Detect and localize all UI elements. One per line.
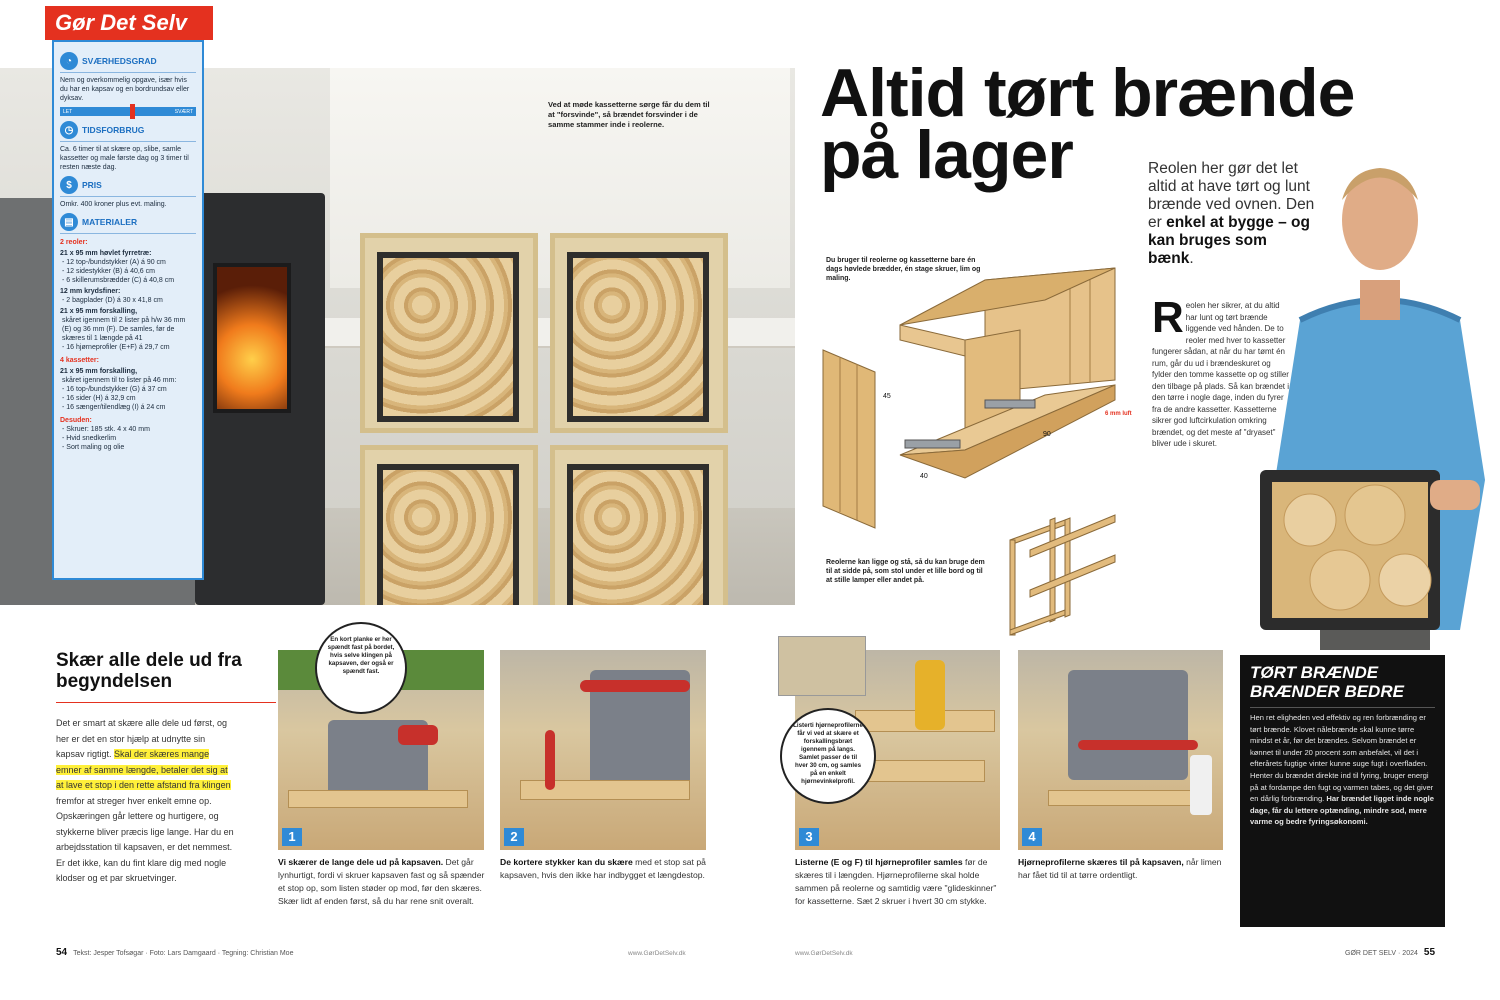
materials-item: - 16 hjørneprofiler (E+F) á 29,7 cm	[62, 344, 170, 351]
difficulty-scale: LET SVÆRT	[60, 107, 196, 116]
wood-stove	[195, 193, 325, 605]
materials-item: - Skruer: 185 stk. 4 x 40 mm	[62, 426, 150, 433]
materials-item: skåret igennem til to lister på 46 mm:	[62, 377, 177, 384]
price-text: Omkr. 400 kroner plus evt. maling.	[60, 201, 167, 208]
materials-item: - 12 sidestykker (B) á 40,6 cm	[62, 268, 155, 275]
footer-url-right: www.GørDetSelv.dk	[795, 950, 853, 957]
difficulty-heading: ◔ SVÆRHEDSGRAD	[60, 52, 196, 73]
materials-item: - 16 sider (H) á 32,9 cm	[62, 395, 136, 402]
materials-item: skåret igennem til 2 lister på h/w 36 mm (E) og 36 mm (F). De samles, før de skæres til 1 længde på 41	[62, 317, 186, 342]
materials-item: - 2 bagplader (D) á 30 x 41,8 cm	[62, 297, 163, 304]
tip-bubble-2: Listerti hjørneprofilerne får vi ved at skære et forskallingsbræt igennem på langs. Samlet passer de til hver 30 cm, og samles på en enkelt hjørnevinkelprofil.	[780, 708, 876, 804]
shelf-cell	[360, 445, 538, 605]
money-icon: $	[60, 176, 78, 194]
facts-sidebar	[52, 40, 204, 580]
materials-item: - 16 top-/bundstykker (G) á 37 cm	[62, 386, 167, 393]
materials-group-title: 4 kassetter:	[60, 357, 99, 364]
headline-line-2: på lager	[820, 117, 1073, 193]
shelf-cell	[360, 233, 538, 433]
info-box-dry-wood	[1240, 655, 1445, 927]
footer-left: 54 Tekst: Jesper Tofsøgar · Foto: Lars Damgaard · Tegning: Christian Moe	[56, 947, 294, 958]
step-photo-4	[1018, 650, 1223, 850]
firewood-shelf	[360, 233, 732, 605]
shelf-cell	[550, 233, 728, 433]
highlighted-tip: Skal der skæres mange emner af samme længde, betaler det sig at at lave et stop i den rette afstand fra klingen	[56, 749, 231, 790]
price-heading: $ PRIS	[60, 176, 196, 197]
diagram-caption-bottom: Reolerne kan ligge og stå, så du kan bruge dem til at sidde på, som stol under et lille bord og til at stille lamper eller andet på.	[826, 559, 985, 584]
tip-bubble-1: En kort planke er her spændt fast på bordet, hvis selve klingen på kapsaven, der også er spændt fast.	[315, 622, 407, 714]
dimension-gap: 6 mm luft	[1105, 411, 1132, 417]
stove-fire	[213, 263, 291, 413]
footer-url-left: www.GørDetSelv.dk	[628, 950, 686, 957]
materials-icon: ▤	[60, 213, 78, 231]
difficulty-marker	[130, 104, 135, 119]
drop-cap: R	[1152, 293, 1184, 342]
step-caption-3: Listerne (E og F) til hjørneprofiler samles før de skæres til i længden. Hjørneprofilerne skal holde sammen på reolerne og samtidig være "glideskinner" for kassetterne. Sæt 2 skruer i hvert 30 cm stykke.	[795, 857, 997, 906]
difficulty-text: Nem og overkommelig opgave, især hvis du har en kapsav og en bordrundsav eller dyksav.	[60, 77, 190, 102]
info-box-title: TØRT BRÆNDE BRÆNDER BEDRE	[1250, 663, 1435, 708]
materials-subtitle: 12 mm krydsfiner:	[60, 288, 121, 295]
inset-photo-glue	[778, 636, 866, 696]
time-heading: ◷ TIDSFORBRUG	[60, 121, 196, 142]
materials-item: - 12 top-/bundstykker (A) á 90 cm	[62, 259, 166, 266]
page-number-left: 54	[56, 947, 68, 958]
diagram-caption-top: Du bruger til reolerne og kassetterne bare én dags høvlede brædder, én stage skruer, lim og maling.	[826, 257, 981, 282]
step-caption-4: Hjørneprofilerne skæres til på kapsaven, når limen har fået tid til at tørre ordentligt.	[1018, 857, 1222, 880]
headline-line-1: Altid tørt brænde	[820, 55, 1355, 131]
materials-group-title: 2 reoler:	[60, 239, 88, 246]
step-number: 3	[799, 828, 819, 846]
section-divider	[56, 702, 276, 703]
materials-item: - Sort maling og olie	[62, 444, 125, 451]
info-box-text: Hen ret eligheden ved effektiv og ren forbrænding er tørt brænde. Klovet nålebrænde skal kunne tørre mindst et år, før det brændes. Selvom brændet er kønnet til under 20 procent som anbefalet, vil det i efterårets fugtige vinter kunne suge fugt i overfladen. Henter du brændet direkte ind til fyring, bruger energi på at fordampe den fugt og varmen tabes, og det giver en dårlig forbrænding. Har brændet ligget inde nogle dage, får du lettere optænding, mindre sod, mere varme og bedre fyringsøkonomi.	[1250, 713, 1435, 827]
materials-subtitle: 21 x 95 mm høvlet fyrretræ:	[60, 250, 152, 257]
man-holding-crate-photo	[1260, 150, 1500, 650]
materials-group-title: Desuden:	[60, 417, 92, 424]
time-text: Ca. 6 timer til at skære op, slibe, samle kassetter og male første dag og 3 timer til resten næste dag.	[60, 146, 189, 171]
materials-item: - Hvid snedkerlim	[62, 435, 117, 442]
article-body: Reolen her sikrer, at du altid har lunt og tørt brænde liggende ved hånden. De to reoler med hver to kassetter fungerer sådan, at når du har tømt én rum, går du ud i brændeskuret og fylder den tomme kassette op og stiller den tilbage på plads. Så kan brændet i den tørre i nogle dage, inden du fyrer fra de andre kassetter. Kassetterne sikrer god luftcirkulation omkring brændet, og det meste af "dryaset" bliver ude i skuret.	[1152, 293, 1289, 448]
page-number-right: 55	[1423, 947, 1436, 958]
section-heading: Skær alle dele ud fra begyndelsen	[56, 650, 242, 692]
shelf-assembly-diagram	[815, 250, 1145, 645]
step-number: 2	[504, 828, 524, 846]
step-caption-1: Vi skærer de lange dele ud på kapsaven. Det går lynhurtigt, fordi vi skruer kapsaven fast og så spænder et stop op, som listen støder op mod, før den skæres. Skær lidt af enden først, så du har rene snit overalt.	[278, 857, 485, 906]
materials-subtitle: 21 x 95 mm forskalling,	[60, 308, 138, 315]
dimension-90: 90	[1043, 431, 1051, 438]
lead-emphasis: enkel at bygge – og kan bruges som bænk	[1148, 214, 1310, 267]
shelf-cell	[550, 445, 728, 605]
footer-right: GØR DET SELV · 2024 55	[1345, 947, 1436, 958]
lead-paragraph: Reolen her gør det let altid at have tørt og lunt brænde ved ovnen. Den er enkel at bygge – og kan bruges som bænk.	[1148, 160, 1315, 267]
materials-subtitle: 21 x 95 mm forskalling,	[60, 368, 138, 375]
hero-caption: Ved at møde kassetterne sørge får du dem til at "forsvinde", så brændet forsvinder i de samme stammer inde i reolerne.	[548, 100, 710, 129]
materials-item: - 6 skillerumsbrædder (C) á 40,8 cm	[62, 277, 175, 284]
dimension-40: 40	[920, 473, 928, 480]
section-body: Det er smart at skære alle dele ud først, og her er det en stor hjælp at udnytte sin kapsav rigtigt. Skal der skæres mange emner af samme længde, betaler det sig at at lave et stop i den rette afstand fra klingen fremfor at streger hver enkelt emne op. Opskæringen går lettere og hurtigere, og stykkerne bliver præcis lige lange. Har du en arbejdsstation til kapsaven, er det nemmest. Er det ikke, kan du fint klare dig med nogle klodser og et par skruetvinger.	[56, 718, 234, 883]
step-photo-2	[500, 650, 706, 850]
step-caption-2: De kortere stykker kan du skære med et stop sat på kapsaven, hvis den ikke har indbygget et længdestop.	[500, 857, 706, 880]
clock-icon: ◷	[60, 121, 78, 139]
dimension-45: 45	[883, 393, 891, 400]
materials-heading: ▤ MATERIALER	[60, 213, 196, 234]
step-number: 1	[282, 828, 302, 846]
gauge-icon: ◔	[60, 52, 78, 70]
magazine-brand: Gør Det Selv	[45, 6, 213, 40]
step-number: 4	[1022, 828, 1042, 846]
materials-item: - 16 sænger/tilendlæg (I) á 24 cm	[62, 404, 166, 411]
